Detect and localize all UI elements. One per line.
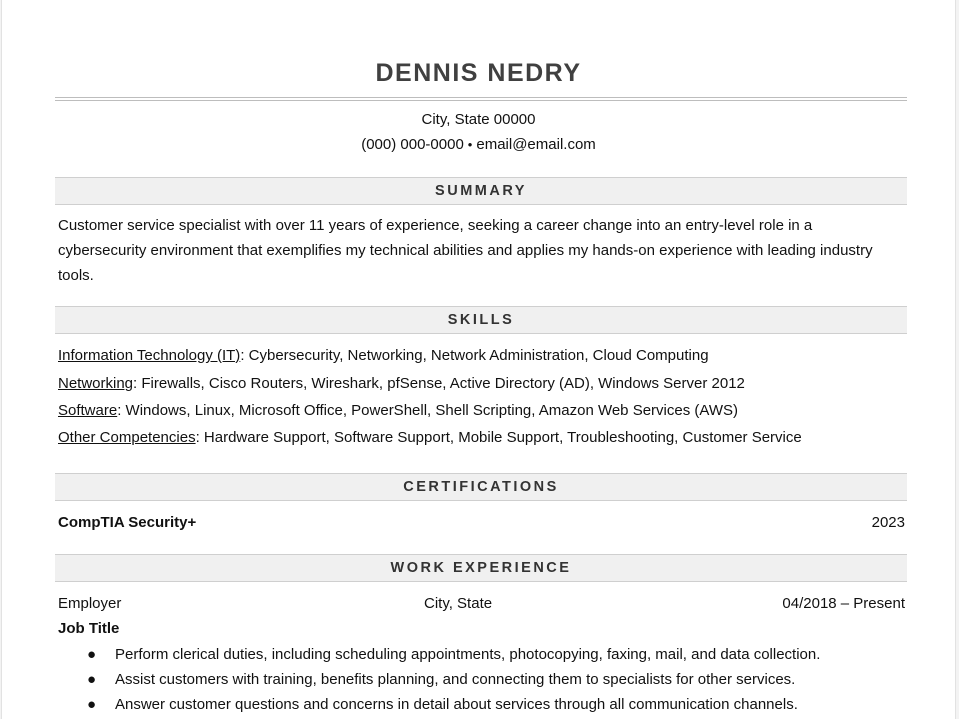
- skill-category: Other Competencies: [58, 429, 196, 446]
- job-bullet-text: Perform clerical duties, including scheduling appointments, photocopying, faxing, mail, and data collection.: [115, 646, 821, 663]
- job-bullet-text: Assist customers with training, benefits planning, and connecting them to specialists for other services.: [115, 671, 796, 688]
- job-bullet-text: Answer customer questions and concerns in detail about services through all communication channels.: [115, 696, 798, 713]
- section-header-skills: SKILLS: [55, 306, 907, 334]
- skill-details: : Hardware Support, Software Support, Mobile Support, Troubleshooting, Customer Service: [195, 429, 802, 446]
- contact-email: email@email.com: [476, 136, 596, 153]
- section-header-summary: SUMMARY: [55, 177, 907, 205]
- bullet-icon: ●: [87, 671, 97, 688]
- skill-line: [58, 374, 903, 394]
- contact-location: City, State 00000: [421, 111, 536, 128]
- skill-category: Networking: [58, 375, 134, 392]
- skill-details: : Cybersecurity, Networking, Network Administration, Cloud Computing: [240, 347, 709, 364]
- job-bullet-list: [58, 642, 903, 717]
- summary-text: Customer service specialist with over 11 years of experience, seeking a career change into an entry-level role in a cybersecurity environment that exemplifies my technical abilities and applies my hands-on experience with leading industry tools.: [58, 217, 873, 284]
- list-item: [58, 642, 903, 667]
- certification-name: CompTIA Security+: [58, 514, 197, 531]
- contact-separator: •: [467, 137, 473, 152]
- skill-line: [58, 346, 903, 366]
- certification-row: [58, 513, 905, 533]
- job-dates: 04/2018 – Present: [782, 595, 905, 612]
- job-header-row: [58, 594, 905, 614]
- resume-page: [1, 0, 956, 719]
- skill-category: Information Technology (IT): [58, 347, 241, 364]
- bullet-icon: ●: [87, 646, 97, 663]
- job-location: City, State: [424, 595, 493, 612]
- skill-details: : Windows, Linux, Microsoft Office, PowerShell, Shell Scripting, Amazon Web Services (AWS): [117, 402, 738, 419]
- section-header-work-experience: WORK EXPERIENCE: [55, 554, 907, 582]
- skill-category: Software: [58, 402, 118, 419]
- skill-details: : Firewalls, Cisco Routers, Wireshark, pfSense, Active Directory (AD), Windows Server 2012: [133, 375, 745, 392]
- job-title-row: [58, 619, 905, 639]
- list-item: [58, 667, 903, 692]
- header-rule-bottom: [55, 100, 907, 101]
- job-title: Job Title: [58, 620, 120, 637]
- section-header-certifications: CERTIFICATIONS: [55, 473, 907, 501]
- contact-line: [2, 136, 955, 153]
- skill-line: [58, 428, 903, 448]
- contact-phone: (000) 000-0000: [361, 136, 464, 153]
- candidate-name: DENNIS NEDRY: [375, 59, 582, 87]
- certification-year: 2023: [871, 514, 905, 531]
- bullet-icon: ●: [87, 696, 97, 713]
- job-employer: Employer: [58, 595, 122, 612]
- list-item: [58, 692, 903, 717]
- skill-line: [58, 401, 903, 421]
- header-rule-top: [55, 97, 907, 98]
